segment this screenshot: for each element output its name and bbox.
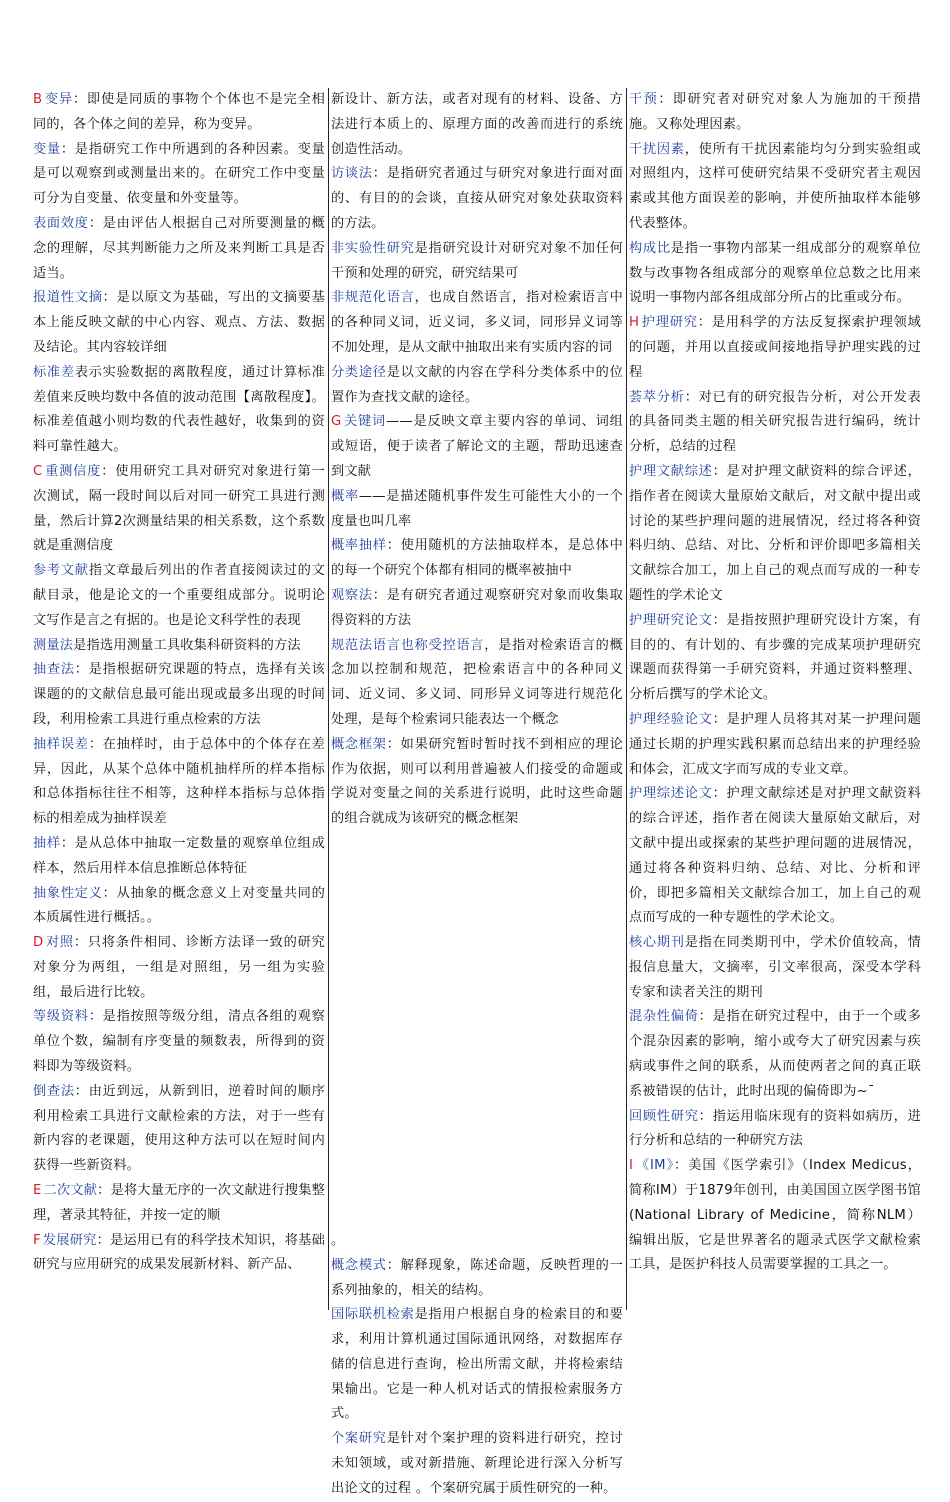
glossary-definition: ：只将条件相同、诊断方法译一致的研究对象分为两组，一组是对照组，另一组为实验组，最后进行比较。 (33, 935, 325, 1000)
section-letter: D (33, 935, 44, 951)
glossary-definition: ：是指根据研究课题的特点，选择有关该课题的的文献信息最可能出现或最多出现的时间段，利用检索工具进行重点检索的方法 (33, 662, 325, 727)
glossary-term: 参考文献 (33, 563, 89, 579)
glossary-term: 抽象性定义 (33, 885, 103, 901)
glossary-term: 变量 (33, 141, 61, 157)
glossary-term: 护理经验论文 (629, 711, 713, 727)
glossary-definition: ：对已有的研究报告分析，对公开发表的具备同类主题的相关研究报告进行编码，统计分析，总结的过程 (629, 389, 921, 455)
section-letter: E (33, 1183, 42, 1199)
glossary-entry (331, 88, 623, 162)
glossary-term: 访谈法 (331, 166, 373, 182)
section-letter: I (629, 1158, 634, 1174)
glossary-term: 干预 (629, 92, 659, 107)
glossary-term: 抽样 (33, 835, 61, 851)
glossary-definition: ，使所有干扰因素能均匀分到实验组或对照组内，这样可使研究结果不受研究者主观因素或其他方面误差的影响，并使所抽取样本能够代表整体。 (629, 141, 921, 231)
section-letter: G (331, 414, 342, 430)
glossary-entry (629, 782, 921, 931)
glossary-definition: ：使用研究工具对研究对象进行第一次测试，隔一段时间以后对同一研究工具进行测量，然后计算2次测量结果的相关系数，这个系数就是重测信度 (33, 463, 325, 554)
glossary-entry (33, 361, 325, 460)
glossary-term: 测量法 (33, 637, 74, 653)
glossary-definition: ：是指按照等级分组，清点各组的观察单位个数，编制有序变量的频数表，所得到的资料即为等级资料。 (33, 1009, 325, 1075)
glossary-term: 护理综述论文 (629, 786, 713, 802)
column-2 (331, 88, 623, 1502)
glossary-entry (331, 1254, 623, 1304)
glossary-entry (33, 1229, 325, 1279)
glossary-definition: ：是护理人员将其对某一护理问题通过长期的护理实践积累而总结出来的护理经验和体会，汇成文字而写成的专业文章。 (629, 711, 922, 777)
column-divider (328, 88, 329, 1310)
glossary-entry (629, 88, 921, 138)
glossary-definition: ：解释现象，陈述命题，反映哲理的一系列抽象的，相关的结构。 (331, 1257, 623, 1298)
glossary-definition: ：是指按照护理研究设计方案，有目的的、有计划的、有步骤的完成某项护理研究课题而获得第一手研究资料，并通过资料整理、分析后撰写的学术论文。 (629, 612, 922, 703)
glossary-term: 回顾性研究 (629, 1108, 699, 1124)
glossary-definition: ：即使是同质的事物个个体也不是完全相同的，各个体之间的差异，称为变异。 (33, 92, 325, 132)
glossary-term: 二次文献 (43, 1183, 98, 1199)
glossary-entry (33, 634, 325, 659)
glossary-term: 重测信度 (44, 463, 102, 479)
glossary-term: 等级资料 (33, 1009, 89, 1025)
glossary-entry (331, 634, 623, 733)
glossary-definition: ，也成自然语言，指对检索语言中的各种同义词，近义词，多义词，同形异义词等不加处理，是从文献中抽取出来有实质内容的词 (331, 290, 624, 355)
glossary-entry (331, 534, 623, 584)
glossary-definition: 。 (331, 1232, 345, 1248)
glossary-definition: 是以文献的内容在学科分类体系中的位置作为查找文献的途径。 (331, 364, 623, 405)
glossary-definition: ：护理文献综述是对护理文献资料的综合评述，指作者在阅读大量原始文献后，对文献中提出或探索的某些护理问题的进展情况，通过将各种资料归纳、总结、对比、分析和评价，即把多篇相关文献综合加工，加上自己的观点而写成的一种专题性的学术论文。 (629, 786, 922, 926)
glossary-entry (331, 237, 623, 287)
glossary-term: 国际联机检索 (331, 1307, 415, 1323)
glossary-term: 概率抽样 (331, 538, 387, 554)
glossary-entry (33, 88, 325, 138)
section-letter: C (33, 463, 43, 479)
glossary-definition: ：如果研究暂时暂时找不到相应的理论作为依据，则可以利用普遍被人们接受的命题或学说对变量之间的关系进行说明，此时这些命题的组合就成为该研究的概念框架 (331, 736, 623, 827)
section-letter: F (33, 1232, 41, 1248)
glossary-term: 抽样误差 (33, 736, 89, 752)
glossary-definition: 新设计、新方法，或者对现有的材料、设备、方法进行本质上的、原理方面的改善而进行的系统创造性活动。 (331, 92, 623, 157)
glossary-entry (629, 1105, 921, 1155)
column-divider (626, 88, 627, 1310)
glossary-entry (629, 708, 921, 782)
glossary-term: 个案研究 (331, 1431, 387, 1447)
glossary-term: 混杂性偏倚 (629, 1009, 699, 1025)
glossary-term: 概率 (331, 488, 359, 504)
glossary-definition: ——是反映文章主要内容的单词、词组或短语，便于读者了解论文的主题，帮助迅速查到文献 (331, 414, 623, 479)
glossary-definition: ：是将大量无序的一次文献进行搜集整理，著录其特征，并按一定的顺 (33, 1183, 325, 1223)
glossary-term: 干扰因素 (629, 141, 685, 157)
glossary-definition: ：是有研究者通过观察研究对象而收集取得资料的方法 (331, 587, 623, 628)
glossary-entry (33, 460, 325, 559)
section-letter: H (629, 315, 640, 331)
glossary-term: 护理研究论文 (629, 612, 713, 628)
glossary-definition: 是指一事物内部某一组成部分的观察单位数与改事物各组成部分的观察单位总数之比用来说明一事物内部各组成部分所占的比重或分布。 (629, 240, 921, 306)
glossary-definition: ——是描述随机事件发生可能性大小的一个度量也叫几率 (331, 488, 623, 529)
glossary-term: 对照 (45, 935, 74, 951)
column-1 (33, 88, 325, 1278)
glossary-entry (33, 1005, 325, 1079)
glossary-term: 表面效度 (33, 215, 89, 231)
glossary-term: 概念模式 (331, 1257, 387, 1273)
glossary-entry (33, 212, 325, 286)
glossary-term: 概念框架 (331, 736, 387, 752)
glossary-entry (629, 1154, 921, 1278)
glossary-entry (33, 138, 325, 212)
glossary-term: 非规范化语言 (331, 290, 415, 306)
glossary-term: 变异 (44, 92, 73, 107)
glossary-definition: ：是用科学的方法反复探索护理领域的问题，并用以直接或间接地指导护理实践的过程 (629, 315, 921, 380)
glossary-entry (331, 361, 623, 411)
glossary-definition: 是针对个案护理的资料进行研究，控讨未知领域，或对新措施、新理论进行深入分析写出论文的过程 。个案研究属于质性研究的一种。 (331, 1431, 623, 1496)
glossary-term: 关键词 (343, 414, 387, 430)
glossary-term: 倒查法 (33, 1083, 75, 1099)
glossary-entry (33, 286, 325, 360)
glossary-entry (33, 882, 325, 932)
glossary-definition: ，是指对检索语言的概念加以控制和规范，把检索语言中的各种同义词、近义词、多义词、同形异义词等进行规范化处理，是每个检索词只能表达一个概念 (331, 637, 623, 727)
glossary-definition: ：是以原文为基础，写出的文摘要基本上能反映文献的中心内容、观点、方法、数据及结论。其内容较详细 (33, 290, 325, 355)
glossary-definition: ：是指研究工作中所遇到的各种因素。变量是可以观察到或测量出来的。在研究工作中变量可分为自变量、依变量和外变量等。 (33, 141, 325, 207)
glossary-term: 规范法语言也称受控语言 (331, 637, 485, 653)
glossary-entry (629, 138, 921, 237)
glossary-entry (331, 286, 623, 360)
glossary-entry (33, 559, 325, 633)
glossary-entry (629, 311, 921, 385)
glossary-term: 发展研究 (42, 1232, 97, 1248)
glossary-term: 观察法 (331, 587, 373, 603)
glossary-entry (629, 386, 921, 460)
glossary-entry (33, 733, 325, 832)
glossary-term: 非实验性研究 (331, 240, 415, 256)
glossary-definition: ：从抽象的概念意义上对变量共同的本质属性进行概括。。 (33, 885, 325, 926)
glossary-term: 分类途径 (331, 364, 387, 380)
column-3 (629, 88, 921, 1278)
glossary-term: 标准差 (33, 364, 75, 380)
glossary-definition: ：美国《医学索引》（Index Medicus，简称IM）于1879年创刊，由美国国立医学图书馆(National Library of Medicine，简称NLM）编辑出版，它是世界著名的题录式医学文献检索工具，是医护科技人员需要掌握的工具之一。 (629, 1158, 922, 1273)
glossary-entry (33, 832, 325, 882)
glossary-definition: 是指用户根据自身的检索目的和要求，利用计算机通过国际通讯网络，对数据库存储的信息进行查询，检出所需文献，并将检索结果输出。它是一种人机对话式的情报检索服务方式。 (331, 1307, 624, 1422)
glossary-term: 核心期刊 (629, 935, 685, 951)
glossary-definition: ：是运用已有的科学技术知识，将基础研究与应用研究的成果发展新材料、新产品、 (33, 1232, 325, 1273)
glossary-definition: ：即研究者对研究对象人为施加的干预措施。又称处理因素。 (629, 92, 921, 132)
glossary-entry (629, 1005, 921, 1104)
glossary-entry (629, 460, 921, 609)
glossary-definition: ：是从总体中抽取一定数量的观察单位组成样本，然后用样本信息推断总体特征 (33, 835, 325, 876)
glossary-entry (33, 1080, 325, 1179)
glossary-entry (331, 1303, 623, 1427)
glossary-entry (331, 584, 623, 634)
glossary-term: 《IM》 (635, 1158, 675, 1174)
glossary-definition: ：指运用临床现有的资料如病历，进行分析和总结的一种研究方法 (629, 1108, 921, 1149)
section-letter: B (33, 92, 43, 107)
glossary-entry (331, 733, 623, 832)
glossary-definition: ：由近到远，从新到旧，逆着时间的顺序利用检索工具进行文献检索的方法，对于一些有新内容的老课题，使用这种方法可以在短时间内获得一些新资料。 (33, 1083, 325, 1174)
glossary-entry (33, 658, 325, 732)
glossary-definition: ：是指研究者通过与研究对象进行面对面的、有目的的会谈，直接从研究对象处获取资料的方法。 (331, 166, 623, 231)
glossary-entry (331, 1229, 623, 1254)
glossary-definition: 是指在同类期刊中，学术价值较高，情报信息量大，文摘率，引文率很高，深受本学科专家和读者关注的期刊 (629, 935, 921, 1000)
glossary-definition: 是指选用测量工具收集科研资料的方法 (73, 637, 301, 653)
glossary-term: 构成比 (629, 240, 671, 256)
glossary-definition: ：在抽样时，由于总体中的个体存在差异，因此，从某个总体中随机抽样所的样本指标和总体指标往往不相等，这种样本指标与总体指标的相差成为抽样误差 (33, 736, 325, 827)
glossary-definition: ：是由评估人根据自己对所要测量的概念的理解，尽其判断能力之所及来判断工具是否适当。 (33, 215, 325, 281)
glossary-term: 报道性文摘 (33, 290, 103, 306)
glossary-term: 荟萃分析 (629, 389, 685, 405)
glossary-definition: 指文章最后列出的作者直接阅读过的文献目录，他是论文的一个重要组成部分。说明论文写作是言之有据的。也是论文科学性的表现 (33, 563, 325, 628)
glossary-definition: ：是指在研究过程中，由于一个或多个混杂因素的影响，缩小或夸大了研究因素与疾病或事件之间的联系，从而使两者之间的真正联系被错误的估计，此时出现的偏倚即为~ˉ (629, 1009, 921, 1099)
glossary-entry (629, 931, 921, 1005)
glossary-entry (629, 237, 921, 311)
glossary-definition: ：是对护理文献资料的综合评述，指作者在阅读大量原始文献后，对文献中提出或讨论的某些护理问题的进展情况，经过将各种资料归纳、总结、对比、分析和评价即吧多篇相关文献综合加工，加上自己的观点而写成的一种专题性的学术论文 (629, 463, 922, 603)
glossary-term: 抽查法 (33, 662, 75, 678)
glossary-entry (331, 485, 623, 535)
glossary-definition: 是指研究设计对研究对象不加任何干预和处理的研究，研究结果可 (331, 240, 624, 281)
blank-space (331, 832, 623, 1229)
glossary-entry (331, 162, 623, 236)
glossary-entry (331, 1427, 623, 1501)
glossary-definition: 表示实验数据的离散程度，通过计算标准差值来反映均数中各值的波动范围【离散程度】。标准差值越小则均数的代表性越好，收集到的资料可靠性越大。 (33, 364, 325, 455)
glossary-term: 护理研究 (641, 315, 698, 331)
glossary-term: 护理文献综述 (629, 463, 713, 479)
glossary-entry (33, 1179, 325, 1229)
glossary-entry (33, 931, 325, 1005)
glossary-entry (331, 410, 623, 484)
glossary-entry (629, 609, 921, 708)
glossary-definition: ：使用随机的方法抽取样本，是总体中的每一个研究个体都有相同的概率被抽中 (331, 538, 623, 579)
